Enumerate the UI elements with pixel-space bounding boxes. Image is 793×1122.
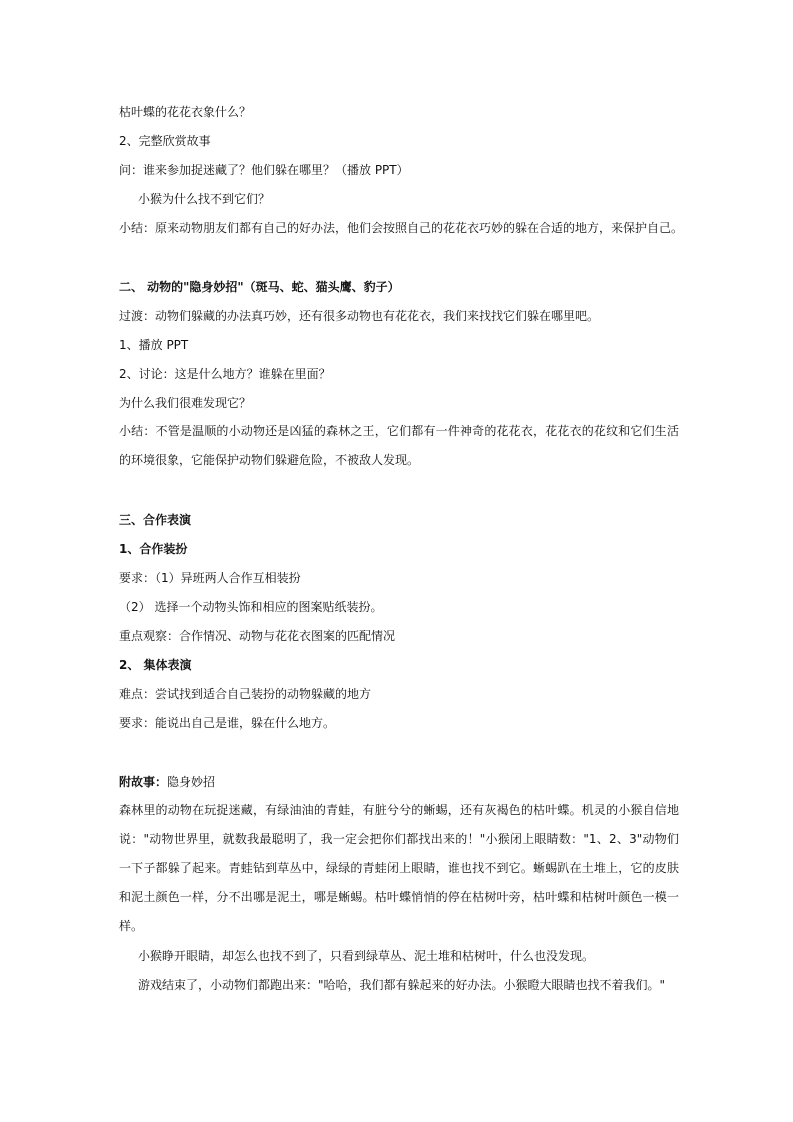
story-heading	[119, 773, 215, 791]
text-line: 过渡：动物们躲藏的办法真巧妙，还有很多动物也有花花衣，我们来找找它们躲在哪里吧。	[119, 309, 600, 323]
story-line: 小猴睁开眼睛，却怎么也找不到了，只看到绿草丛、泥土堆和枯树叶，什么也没发现。	[138, 949, 595, 963]
text-line: 2、完整欣赏故事	[119, 134, 211, 148]
text-line: 2、讨论：这是什么地方？谁躲在里面？	[119, 367, 331, 381]
text-line: 枯叶蝶的花花衣象什么？	[119, 105, 252, 119]
section-heading-2: 二、 动物的"隐身妙招"（斑马、蛇、猫头鹰、豹子）	[119, 280, 400, 294]
text-line: 问：谁来参加捉迷藏了？他们躲在哪里？（播放 PPT）	[119, 163, 409, 177]
text-line: 难点：尝试找到适合自己装扮的动物躲藏的地方	[119, 687, 372, 701]
subsection-heading: 2、 集体表演	[119, 658, 192, 672]
story-line: 游戏结束了，小动物们都跑出来："哈哈，我们都有躲起来的好办法。小猴瞪大眼睛也找不着我们。"	[138, 978, 666, 992]
text-line: （2） 选择一个动物头饰和相应的图案贴纸装扮。	[119, 600, 383, 614]
text-line: 小猴为什么找不到它们？	[138, 192, 271, 206]
story-label: 附故事：	[119, 775, 168, 789]
story-paragraph: 森林里的动物在玩捉迷藏，有绿油油的青蛙，有脏兮兮的蜥蜴，还有灰褐色的枯叶蝶。机灵的小猴自信地说："动物世界里，就数我最聪明了，我一定会把你们都找出来的！"小猴闭上眼睛数："1、2、3"动物们一下子都躲了起来。青蛙钻到草丛中，绿绿的青蛙闭上眼睛，谁也找不到它。蜥蜴趴在土堆上，它的皮肤和泥土颜色一样，分不出哪是泥土，哪是蜥蜴。枯叶蝶悄悄的停在枯树叶旁，枯叶蝶和枯树叶颜色一模一样。	[119, 803, 679, 933]
summary-line: 小结：原来动物朋友们都有自己的好办法，他们会按照自己的花花衣巧妙的躲在合适的地方，来保护自己。	[119, 221, 684, 235]
text-line: 重点观察：合作情况、动物与花花衣图案的匹配情况	[119, 629, 396, 643]
text-line: 1、播放 PPT	[119, 338, 189, 352]
story-title: 隐身妙招	[167, 775, 216, 789]
text-line: 为什么我们很难发现它？	[119, 396, 252, 410]
subsection-heading: 1、合作装扮	[119, 542, 188, 556]
text-line: 要求：（1）异班两人合作互相装扮	[119, 571, 301, 585]
section-heading-3: 三、合作表演	[119, 513, 192, 527]
text-line: 要求：能说出自己是谁，躲在什么地方。	[119, 716, 336, 730]
summary-paragraph: 小结：不管是温顺的小动物还是凶猛的森林之王，它们都有一件神奇的花花衣，花花衣的花纹和它们生活的环境很象，它能保护动物们躲避危险，不被敌人发现。	[119, 424, 679, 467]
